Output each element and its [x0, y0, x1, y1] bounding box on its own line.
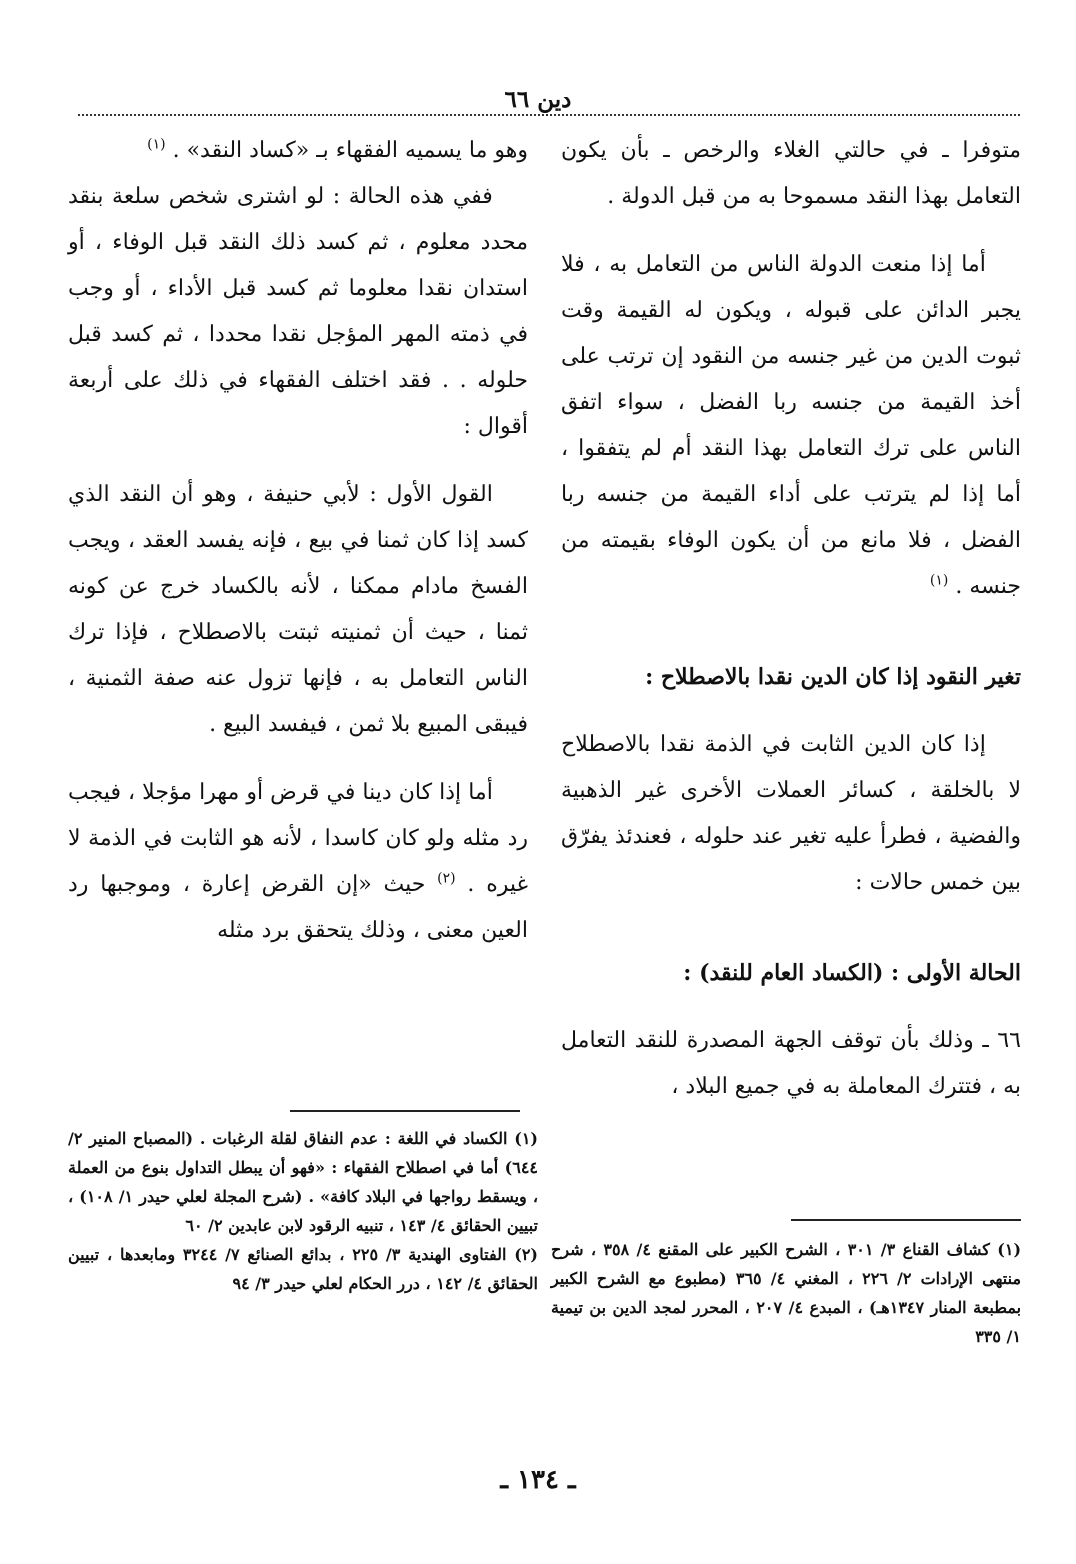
- left-para-4b: حيث «إن القرض إعارة ، وموجبها رد العين معنى ، وذلك يتحقق برد مثله: [68, 872, 528, 943]
- right-para-2-text: أما إذا منعت الدولة الناس من التعامل به ، فلا يجبر الدائن على قبوله ، ويكون له القيمة وقت ثبوت الدين من غير جنسه من النقود إن ترتب على أخذ القيمة من جنسه ربا الفضل ، سواء اتفق الناس على ترك التعامل بهذا النقد أم لم يتفقوا ، أما إذا لم يترتب على أداء القيمة من جنسه ربا الفضل ، فلا مانع من أن يكون الوفاء بقيمته من جنسه .: [561, 252, 1021, 599]
- footnote-ref: (١): [929, 572, 949, 589]
- header-dotted-rule: [78, 114, 1020, 116]
- left-para-1-text: وهو ما يسميه الفقهاء بـ «كساد النقد» .: [172, 138, 528, 163]
- footnotes-right: [551, 1235, 1021, 1351]
- page-number: ـ ١٣٤ ـ: [500, 1465, 576, 1495]
- left-para-1: [68, 128, 528, 174]
- footnote-ref: (١): [147, 136, 166, 153]
- footnote-left-2: (٢) الفتاوى الهندية ٣/ ٢٢٥ ، بدائع الصنائع ٧/ ٣٢٤٤ ومابعدها ، تبيين الحقائق ٤/ ١٤٢ ، درر الحكام لعلي حيدر ٣/ ٩٤: [68, 1245, 538, 1293]
- footnotes-left: [68, 1124, 538, 1298]
- left-para-3: القول الأول : لأبي حنيفة ، وهو أن النقد الذي كسد إذا كان ثمنا في بيع ، فإنه يفسد العقد ، ويجب الفسخ مادام ممكنا ، لأنه بالكساد خرج عن كونه ثمنا ، حيث أن ثمنيته ثبتت بالاصطلاح ، فإذا ترك الناس التعامل به ، فإنها تزول عنه صفة الثمنية ، فيبقى المبيع بلا ثمن ، فيفسد البيع .: [68, 482, 528, 737]
- right-para-4: ٦٦ ـ وذلك بأن توقف الجهة المصدرة للنقد التعامل به ، فتترك المعاملة به في جميع البلاد ،: [561, 1028, 1021, 1099]
- right-para-1: متوفرا ـ في حالتي الغلاء والرخص ـ بأن يكون التعامل بهذا النقد مسموحا به من قبل الدولة .: [561, 138, 1021, 209]
- left-para-4a: أما إذا كان دينا في قرض أو مهرا مؤجلا ، فيجب رد مثله ولو كان كاسدا ، لأنه هو الثابت في الذمة لا غيره .: [68, 780, 528, 897]
- footnote-rule-left: [290, 1110, 520, 1112]
- left-column: [68, 128, 528, 954]
- running-header: دين ٦٦: [504, 86, 572, 113]
- right-column: [561, 128, 1021, 1110]
- right-para-2: [561, 242, 1021, 610]
- footnote-rule-right: [791, 1219, 1021, 1221]
- footnote-right-1: (١) كشاف القناع ٣/ ٣٠١ ، الشرح الكبير على المقنع ٤/ ٣٥٨ ، شرح منتهى الإرادات ٢/ ٢٢٦ ، المغني ٤/ ٣٦٥ (مطبوع مع الشرح الكبير بمطبعة المنار ١٣٤٧هـ) ، المبدع ٤/ ٢٠٧ ، المحرر لمجد الدين بن تيمية ١/ ٣٣٥: [551, 1240, 1022, 1346]
- footnote-ref: (٢): [437, 870, 456, 887]
- case-heading: الحالة الأولى : (الكساد العام للنقد) :: [683, 960, 1021, 986]
- footnote-left-1: (١) الكساد في اللغة : عدم النفاق لقلة الرغبات . (المصباح المنير ٢/ ٦٤٤) أما في اصطلاح الفقهاء : «فهو أن يبطل التداول بنوع من العملة ، ويسقط رواجها في البلاد كافة» . (شرح المجلة لعلي حيدر ١/ ١٠٨) ، تبيين الحقائق ٤/ ١٤٣ ، تنبيه الرقود لابن عابدين ٢/ ٦٠: [68, 1129, 539, 1235]
- right-para-3: إذا كان الدين الثابت في الذمة نقدا بالاصطلاح لا بالخلقة ، كسائر العملات الأخرى غير الذهبية والفضية ، فطرأ عليه تغير عند حلوله ، فعندئذ يفرّق بين خمس حالات :: [561, 732, 1021, 895]
- left-para-2: ففي هذه الحالة : لو اشترى شخص سلعة بنقد محدد معلوم ، ثم كسد ذلك النقد قبل الوفاء ، أو استدان نقدا معلوما ثم كسد قبل الأداء ، أو وجب في ذمته المهر المؤجل نقدا محددا ، ثم كسد قبل حلوله . . فقد اختلف الفقهاء في ذلك على أربعة أقوال :: [68, 184, 528, 439]
- section-heading: تغير النقود إذا كان الدين نقدا بالاصطلاح :: [645, 664, 1021, 690]
- left-para-4: [68, 770, 528, 954]
